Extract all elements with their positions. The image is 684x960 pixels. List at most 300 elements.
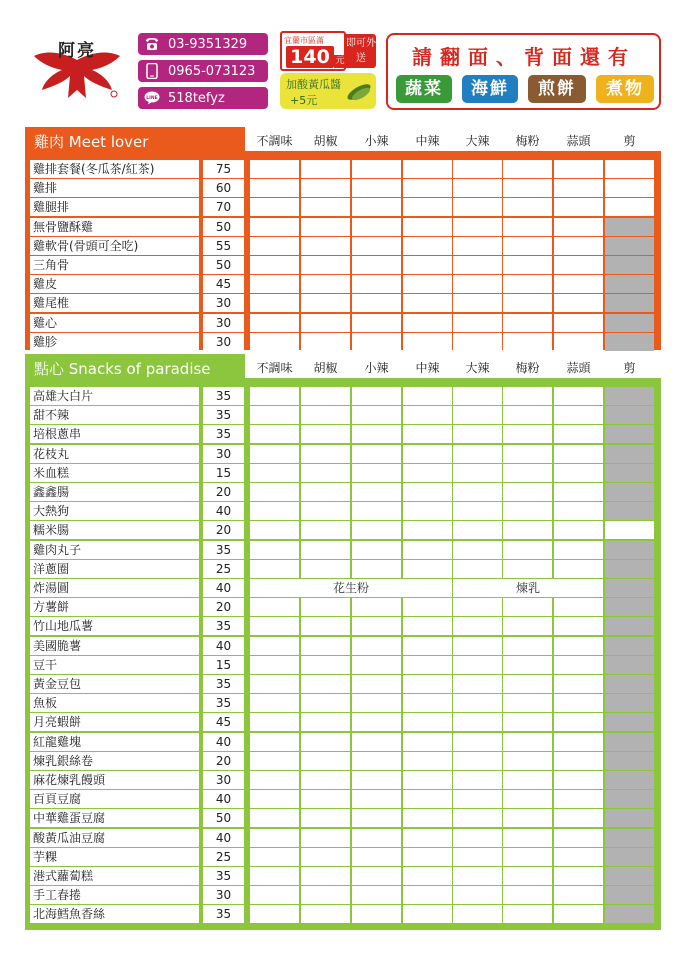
snack-option-cell[interactable] [453, 406, 502, 424]
snack-option-cell[interactable] [503, 598, 552, 616]
meat-option-cell[interactable] [301, 198, 350, 216]
snack-option-cell[interactable] [403, 560, 452, 578]
meat-option-cell[interactable] [250, 314, 299, 332]
snack-option-cell[interactable] [503, 752, 552, 770]
meat-option-cell[interactable] [403, 160, 452, 178]
snack-option-cell[interactable] [453, 598, 502, 616]
snack-option-cell[interactable] [453, 829, 502, 847]
snack-option-cell[interactable] [403, 867, 452, 885]
snack-option-cell[interactable] [554, 713, 603, 731]
meat-option-cell[interactable] [403, 333, 452, 351]
meat-option-cell[interactable] [403, 314, 452, 332]
meat-option-cell[interactable] [250, 256, 299, 274]
meat-item-price: 30 [203, 333, 244, 351]
snack-option-cell[interactable] [301, 809, 350, 827]
snack-cut-cell [605, 809, 654, 827]
snack-option-cell[interactable] [403, 809, 452, 827]
meat-option-cell[interactable] [250, 237, 299, 255]
meat-option-cell[interactable] [554, 314, 603, 332]
meat-option-cell[interactable] [301, 160, 350, 178]
snack-option-cell[interactable] [301, 905, 350, 923]
snack-section [25, 354, 661, 930]
meat-option-cell[interactable] [503, 294, 552, 312]
meat-cut-cell [605, 333, 654, 351]
delivery-box [280, 31, 346, 71]
snack-option-cell[interactable] [250, 483, 299, 501]
meat-option-cell[interactable] [453, 275, 502, 293]
snack-option-cell[interactable] [403, 637, 452, 655]
snack-option-cell[interactable] [250, 675, 299, 693]
meat-option-cell[interactable] [301, 256, 350, 274]
snack-option-cell[interactable] [554, 425, 603, 443]
snack-option-cell[interactable] [403, 848, 452, 866]
snack-topping-option[interactable]: 花生粉 [250, 579, 452, 597]
meat-option-cell[interactable] [554, 237, 603, 255]
meat-item-name: 雞胗 [30, 333, 199, 351]
meat-option-cell[interactable] [554, 294, 603, 312]
snack-option-cell[interactable] [352, 886, 401, 904]
snack-option-cell[interactable] [453, 713, 502, 731]
snack-option-cell[interactable] [403, 541, 452, 559]
snack-option-cell[interactable] [554, 675, 603, 693]
snack-option-cell[interactable] [453, 733, 502, 751]
meat-option-cell[interactable] [554, 275, 603, 293]
meat-option-cell[interactable] [403, 179, 452, 197]
snack-option-cell[interactable] [301, 464, 350, 482]
snack-option-cell[interactable] [301, 694, 350, 712]
snack-option-cell[interactable] [301, 445, 350, 463]
snack-option-cell[interactable] [301, 829, 350, 847]
meat-option-cell[interactable] [352, 218, 401, 236]
snack-option-cell[interactable] [352, 637, 401, 655]
snack-option-cell[interactable] [554, 502, 603, 520]
snack-option-cell[interactable] [352, 790, 401, 808]
snack-option-cell[interactable] [250, 809, 299, 827]
snack-option-cell[interactable] [403, 406, 452, 424]
meat-option-cell[interactable] [352, 275, 401, 293]
snack-option-cell[interactable] [352, 406, 401, 424]
meat-option-cell[interactable] [352, 179, 401, 197]
snack-option-cell[interactable] [554, 445, 603, 463]
meat-option-cell[interactable] [250, 160, 299, 178]
meat-option-cell[interactable] [503, 218, 552, 236]
snack-option-cell[interactable] [554, 464, 603, 482]
snack-option-cell[interactable] [503, 560, 552, 578]
snack-item-price: 30 [203, 771, 244, 789]
snack-title: 點心 Snacks of paradise [25, 354, 245, 384]
meat-option-cell[interactable] [352, 294, 401, 312]
meat-option-cell[interactable] [503, 256, 552, 274]
snack-option-cell[interactable] [503, 905, 552, 923]
snack-option-cell[interactable] [352, 445, 401, 463]
snack-option-cell[interactable] [352, 502, 401, 520]
snack-option-cell[interactable] [403, 502, 452, 520]
meat-cut-cell [605, 275, 654, 293]
snack-option-cell[interactable] [554, 617, 603, 635]
snack-option-cell[interactable] [352, 867, 401, 885]
snack-option-cell[interactable] [453, 425, 502, 443]
meat-option-cell[interactable] [503, 237, 552, 255]
snack-option-cell[interactable] [503, 733, 552, 751]
snack-option-cell[interactable] [352, 694, 401, 712]
snack-option-cell[interactable] [250, 886, 299, 904]
snack-cut-cell [605, 617, 654, 635]
snack-option-cell[interactable] [352, 521, 401, 539]
snack-option-cell[interactable] [403, 790, 452, 808]
snack-option-cell[interactable] [453, 521, 502, 539]
snack-option-cell[interactable] [301, 406, 350, 424]
snack-option-cell[interactable] [554, 656, 603, 674]
snack-option-cell[interactable] [352, 617, 401, 635]
meat-option-cell[interactable] [453, 218, 502, 236]
snack-column-header: 小辣 [364, 361, 389, 375]
meat-option-cell[interactable] [301, 294, 350, 312]
meat-option-cell[interactable] [250, 294, 299, 312]
category-seafood: 海鮮 [462, 75, 518, 103]
snack-option-cell[interactable] [403, 829, 452, 847]
snack-option-cell[interactable] [403, 387, 452, 405]
snack-option-cell[interactable] [453, 790, 502, 808]
meat-option-cell[interactable] [301, 179, 350, 197]
snack-option-cell[interactable] [352, 713, 401, 731]
snack-option-cell[interactable] [301, 617, 350, 635]
snack-option-cell[interactable] [250, 637, 299, 655]
snack-option-cell[interactable] [301, 560, 350, 578]
snack-option-cell[interactable] [554, 848, 603, 866]
snack-option-cell[interactable] [554, 541, 603, 559]
snack-option-cell[interactable] [352, 541, 401, 559]
snack-option-cell[interactable] [250, 541, 299, 559]
snack-option-cell[interactable] [554, 521, 603, 539]
meat-option-cell[interactable] [503, 198, 552, 216]
snack-cut-cell [605, 483, 654, 501]
meat-option-cell[interactable] [503, 275, 552, 293]
snack-option-cell[interactable] [403, 464, 452, 482]
snack-option-cell[interactable] [352, 560, 401, 578]
snack-option-cell[interactable] [503, 886, 552, 904]
snack-item-price: 20 [203, 598, 244, 616]
snack-cut-cell[interactable] [605, 521, 654, 539]
meat-option-cell[interactable] [554, 333, 603, 351]
snack-option-cell[interactable] [503, 637, 552, 655]
snack-option-cell[interactable] [352, 848, 401, 866]
snack-option-cell[interactable] [453, 483, 502, 501]
snack-option-cell[interactable] [250, 598, 299, 616]
snack-cut-cell [605, 387, 654, 405]
snack-option-cell[interactable] [503, 809, 552, 827]
snack-option-cell[interactable] [352, 905, 401, 923]
meat-option-cell[interactable] [301, 314, 350, 332]
meat-option-cell[interactable] [403, 256, 452, 274]
meat-option-cell[interactable] [503, 160, 552, 178]
pickle-price: +5元 [290, 94, 318, 107]
snack-option-cell[interactable] [250, 790, 299, 808]
snack-option-cell[interactable] [250, 502, 299, 520]
snack-option-cell[interactable] [250, 387, 299, 405]
snack-option-cell[interactable] [403, 733, 452, 751]
snack-option-cell[interactable] [453, 560, 502, 578]
snack-option-cell[interactable] [453, 848, 502, 866]
snack-option-cell[interactable] [503, 790, 552, 808]
meat-option-cell[interactable] [250, 198, 299, 216]
snack-option-cell[interactable] [554, 752, 603, 770]
snack-option-cell[interactable] [352, 425, 401, 443]
snack-option-cell[interactable] [503, 771, 552, 789]
snack-option-cell[interactable] [503, 541, 552, 559]
snack-item-name: 麻花煉乳饅頭 [30, 771, 199, 789]
snack-option-cell[interactable] [503, 464, 552, 482]
snack-option-cell[interactable] [250, 733, 299, 751]
snack-option-cell[interactable] [554, 483, 603, 501]
snack-option-cell[interactable] [554, 733, 603, 751]
snack-option-cell[interactable] [250, 848, 299, 866]
snack-option-cell[interactable] [453, 752, 502, 770]
meat-option-cell[interactable] [453, 256, 502, 274]
snack-option-cell[interactable] [301, 656, 350, 674]
meat-cut-cell[interactable] [605, 198, 654, 216]
snack-option-cell[interactable] [503, 445, 552, 463]
snack-column-header: 蒜頭 [566, 361, 591, 375]
snack-option-cell[interactable] [403, 483, 452, 501]
snack-option-cell[interactable] [250, 829, 299, 847]
meat-item-price: 45 [203, 275, 244, 293]
snack-option-cell[interactable] [403, 656, 452, 674]
snack-option-cell[interactable] [453, 905, 502, 923]
meat-item-price: 55 [203, 237, 244, 255]
snack-item-name: 百頁豆腐 [30, 790, 199, 808]
snack-item-name: 鑫鑫腸 [30, 483, 199, 501]
snack-option-cell[interactable] [403, 425, 452, 443]
snack-option-cell[interactable] [250, 406, 299, 424]
snack-option-cell[interactable] [453, 464, 502, 482]
snack-option-cell[interactable] [352, 809, 401, 827]
snack-option-cell[interactable] [301, 752, 350, 770]
snack-cut-cell [605, 752, 654, 770]
snack-option-cell[interactable] [453, 656, 502, 674]
meat-option-cell[interactable] [554, 198, 603, 216]
meat-option-cell[interactable] [403, 275, 452, 293]
snack-option-cell[interactable] [352, 771, 401, 789]
meat-option-cell[interactable] [453, 294, 502, 312]
snack-option-cell[interactable] [352, 387, 401, 405]
snack-option-cell[interactable] [301, 541, 350, 559]
snack-item-price: 40 [203, 579, 244, 597]
snack-option-cell[interactable] [453, 502, 502, 520]
snack-option-cell[interactable] [301, 771, 350, 789]
meat-option-cell[interactable] [352, 237, 401, 255]
snack-option-cell[interactable] [301, 733, 350, 751]
snack-option-cell[interactable] [453, 809, 502, 827]
snack-option-cell[interactable] [453, 445, 502, 463]
snack-item-name: 紅龍雞塊 [30, 733, 199, 751]
meat-option-cell[interactable] [554, 256, 603, 274]
meat-option-cell[interactable] [352, 160, 401, 178]
snack-option-cell[interactable] [453, 694, 502, 712]
snack-option-cell[interactable] [301, 521, 350, 539]
snack-option-cell[interactable] [554, 694, 603, 712]
snack-option-cell[interactable] [301, 790, 350, 808]
meat-cut-cell[interactable] [605, 179, 654, 197]
meat-cut-cell[interactable] [605, 160, 654, 178]
snack-option-cell[interactable] [554, 829, 603, 847]
snack-option-cell[interactable] [250, 713, 299, 731]
phone-contact[interactable] [138, 33, 268, 55]
snack-option-cell[interactable] [250, 656, 299, 674]
snack-option-cell[interactable] [250, 445, 299, 463]
snack-option-cell[interactable] [250, 425, 299, 443]
snack-option-cell[interactable] [352, 829, 401, 847]
snack-option-cell[interactable] [301, 502, 350, 520]
meat-option-cell[interactable] [554, 160, 603, 178]
snack-option-cell[interactable] [403, 521, 452, 539]
snack-option-cell[interactable] [554, 560, 603, 578]
meat-option-cell[interactable] [453, 314, 502, 332]
snack-option-cell[interactable] [503, 867, 552, 885]
meat-option-cell[interactable] [250, 218, 299, 236]
snack-option-cell[interactable] [403, 886, 452, 904]
meat-item-name: 雞腿排 [30, 198, 199, 216]
snack-option-cell[interactable] [503, 425, 552, 443]
snack-option-cell[interactable] [250, 521, 299, 539]
snack-option-cell[interactable] [554, 790, 603, 808]
snack-option-cell[interactable] [403, 694, 452, 712]
snack-option-cell[interactable] [453, 867, 502, 885]
snack-option-cell[interactable] [301, 387, 350, 405]
snack-option-cell[interactable] [301, 483, 350, 501]
snack-option-cell[interactable] [352, 656, 401, 674]
snack-option-cell[interactable] [403, 771, 452, 789]
meat-option-cell[interactable] [453, 179, 502, 197]
snack-option-cell[interactable] [250, 464, 299, 482]
snack-option-cell[interactable] [403, 617, 452, 635]
snack-option-cell[interactable] [503, 675, 552, 693]
meat-option-cell[interactable] [403, 218, 452, 236]
snack-option-cell[interactable] [352, 464, 401, 482]
snack-option-cell[interactable] [503, 694, 552, 712]
logo [32, 30, 122, 102]
snack-option-cell[interactable] [301, 598, 350, 616]
snack-option-cell[interactable] [250, 905, 299, 923]
meat-option-cell[interactable] [301, 218, 350, 236]
snack-option-cell[interactable] [403, 598, 452, 616]
snack-option-cell[interactable] [403, 445, 452, 463]
snack-option-cell[interactable] [301, 637, 350, 655]
snack-option-cell[interactable] [352, 483, 401, 501]
snack-option-cell[interactable] [453, 617, 502, 635]
meat-option-cell[interactable] [250, 275, 299, 293]
snack-option-cell[interactable] [352, 598, 401, 616]
snack-option-cell[interactable] [301, 867, 350, 885]
snack-option-cell[interactable] [554, 406, 603, 424]
snack-option-cell[interactable] [554, 771, 603, 789]
snack-option-cell[interactable] [554, 598, 603, 616]
snack-option-cell[interactable] [250, 617, 299, 635]
snack-option-cell[interactable] [554, 905, 603, 923]
snack-option-cell[interactable] [503, 521, 552, 539]
meat-option-cell[interactable] [503, 179, 552, 197]
snack-option-cell[interactable] [503, 406, 552, 424]
snack-option-cell[interactable] [301, 425, 350, 443]
snack-option-cell[interactable] [301, 713, 350, 731]
snack-option-cell[interactable] [250, 752, 299, 770]
meat-option-cell[interactable] [352, 333, 401, 351]
meat-option-cell[interactable] [352, 198, 401, 216]
meat-option-cell[interactable] [352, 314, 401, 332]
line-contact[interactable] [138, 87, 268, 109]
snack-option-cell[interactable] [503, 829, 552, 847]
meat-option-cell[interactable] [503, 314, 552, 332]
snack-option-cell[interactable] [453, 541, 502, 559]
snack-option-cell[interactable] [250, 771, 299, 789]
snack-option-cell[interactable] [403, 675, 452, 693]
snack-option-cell[interactable] [301, 675, 350, 693]
meat-option-cell[interactable] [352, 256, 401, 274]
snack-topping-option[interactable]: 煉乳 [453, 579, 603, 597]
meat-option-cell[interactable] [403, 294, 452, 312]
snack-option-cell[interactable] [403, 905, 452, 923]
meat-option-cell[interactable] [453, 198, 502, 216]
snack-item-price: 15 [203, 656, 244, 674]
snack-option-cell[interactable] [453, 387, 502, 405]
snack-option-cell[interactable] [250, 694, 299, 712]
snack-option-cell[interactable] [352, 752, 401, 770]
snack-option-cell[interactable] [453, 771, 502, 789]
snack-option-cell[interactable] [403, 752, 452, 770]
meat-option-cell[interactable] [403, 198, 452, 216]
meat-option-cell[interactable] [250, 333, 299, 351]
snack-option-cell[interactable] [503, 848, 552, 866]
meat-option-cell[interactable] [403, 237, 452, 255]
snack-option-cell[interactable] [301, 886, 350, 904]
meat-title: 雞肉 Meet lover [25, 127, 245, 157]
snack-option-cell[interactable] [453, 637, 502, 655]
meat-option-cell[interactable] [554, 179, 603, 197]
snack-option-cell[interactable] [503, 656, 552, 674]
snack-option-cell[interactable] [503, 713, 552, 731]
snack-option-cell[interactable] [503, 387, 552, 405]
meat-option-cell[interactable] [453, 333, 502, 351]
snack-option-cell[interactable] [554, 886, 603, 904]
snack-option-cell[interactable] [301, 848, 350, 866]
meat-option-cell[interactable] [301, 275, 350, 293]
meat-option-cell[interactable] [453, 160, 502, 178]
snack-option-cell[interactable] [453, 675, 502, 693]
category-stew: 煮物 [596, 75, 654, 103]
snack-option-cell[interactable] [554, 387, 603, 405]
snack-option-cell[interactable] [453, 886, 502, 904]
snack-option-cell[interactable] [352, 733, 401, 751]
snack-option-cell[interactable] [352, 675, 401, 693]
mobile-contact[interactable] [138, 60, 268, 82]
snack-option-cell[interactable] [503, 617, 552, 635]
snack-option-cell[interactable] [250, 867, 299, 885]
meat-option-cell[interactable] [301, 333, 350, 351]
snack-option-cell[interactable] [403, 713, 452, 731]
snack-option-cell[interactable] [503, 502, 552, 520]
meat-option-cell[interactable] [554, 218, 603, 236]
snack-item-price: 35 [203, 406, 244, 424]
meat-option-cell[interactable] [301, 237, 350, 255]
snack-option-cell[interactable] [554, 809, 603, 827]
meat-option-cell[interactable] [453, 237, 502, 255]
snack-option-cell[interactable] [250, 560, 299, 578]
meat-option-cell[interactable] [250, 179, 299, 197]
snack-option-cell[interactable] [503, 483, 552, 501]
meat-option-cell[interactable] [503, 333, 552, 351]
line-icon [144, 90, 160, 106]
snack-option-cell[interactable] [554, 637, 603, 655]
snack-option-cell[interactable] [554, 867, 603, 885]
